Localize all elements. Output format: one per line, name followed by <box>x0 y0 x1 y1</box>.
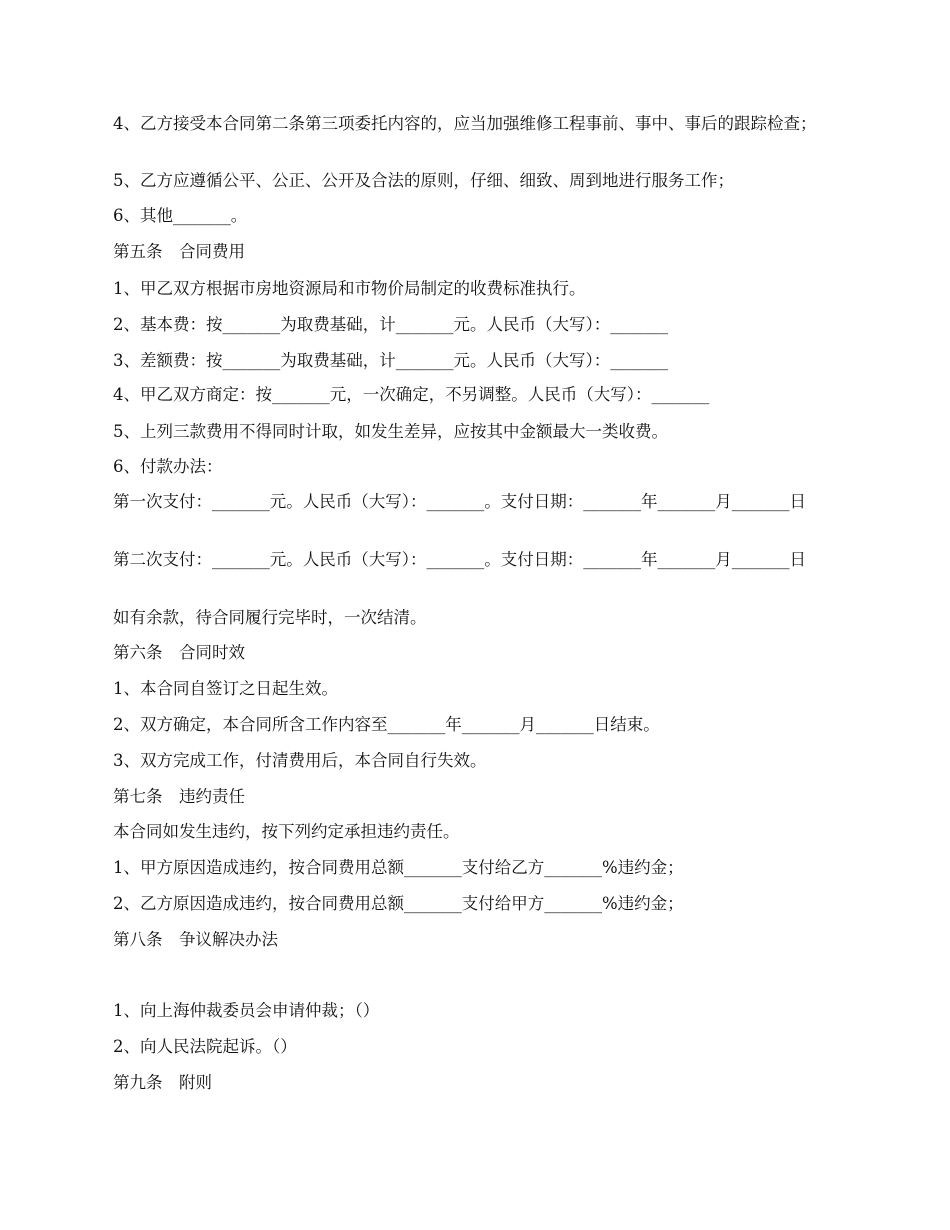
paragraph: 2、基本费：按_______为取费基础，计_______元。人民币（大写）：_______ <box>113 315 668 334</box>
section-heading: 第六条 合同时效 <box>113 643 245 662</box>
paragraph: 1、本合同自签订之日起生效。 <box>113 679 338 698</box>
paragraph: 5、乙方应遵循公平、公正、公开及合法的原则，仔细、细致、周到地进行服务工作； <box>113 171 734 190</box>
paragraph: 1、甲乙双方根据市房地资源局和市物价局制定的收费标准执行。 <box>113 279 586 298</box>
paragraph: 2、乙方原因造成违约，按合同费用总额_______支付给甲方_______%违约金； <box>113 894 684 913</box>
paragraph: 4、甲乙双方商定：按_______元，一次确定，不另调整。人民币（大写）：_______ <box>113 385 710 404</box>
paragraph: 3、差额费：按_______为取费基础，计_______元。人民币（大写）：_______ <box>113 351 668 370</box>
paragraph: 2、双方确定，本合同所含工作内容至_______年_______月_______日结束。 <box>113 715 660 734</box>
paragraph: 1、向上海仲裁委员会申请仲裁；（） <box>113 1001 380 1020</box>
paragraph: 4、乙方接受本合同第二条第三项委托内容的，应当加强维修工程事前、事中、事后的跟踪检查； <box>113 114 817 133</box>
section-heading: 第八条 争议解决办法 <box>113 930 278 949</box>
paragraph: 3、双方完成工作，付清费用后，本合同自行失效。 <box>113 751 487 770</box>
paragraph: 5、上列三款费用不得同时计取，如发生差异，应按其中金额最大一类收费。 <box>113 422 668 441</box>
paragraph: 第二次支付：_______元。人民币（大写）：_______。支付日期：_______年_______月_______日 <box>113 550 806 569</box>
paragraph: 6、付款办法： <box>113 457 223 476</box>
paragraph: 第一次支付：_______元。人民币（大写）：_______。支付日期：_______年_______月_______日 <box>113 492 806 511</box>
section-heading: 第七条 违约责任 <box>113 787 245 806</box>
paragraph: 本合同如发生违约，按下列约定承担违约责任。 <box>113 822 460 841</box>
paragraph: 如有余款，待合同履行完毕时，一次结清。 <box>113 608 427 627</box>
section-heading: 第五条 合同费用 <box>113 242 245 261</box>
paragraph: 6、其他_______。 <box>113 206 248 225</box>
section-heading: 第九条 附则 <box>113 1073 212 1092</box>
paragraph: 1、甲方原因造成违约，按合同费用总额_______支付给乙方_______%违约金； <box>113 858 684 877</box>
paragraph: 2、向人民法院起诉。（） <box>113 1037 297 1056</box>
